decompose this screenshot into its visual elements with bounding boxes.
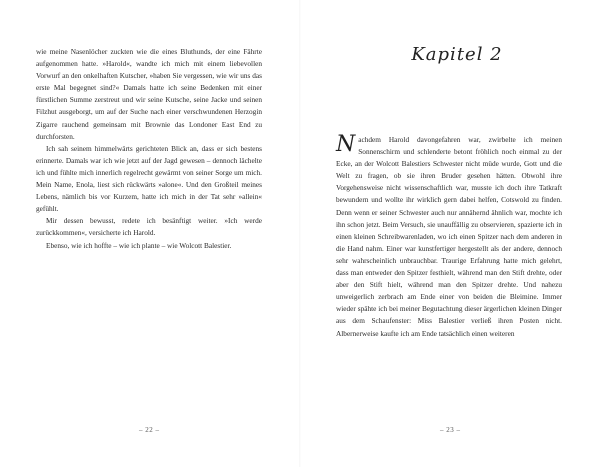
first-paragraph	[336, 134, 562, 340]
chapter-title: Kapitel 2	[411, 44, 503, 65]
left-page-body	[36, 46, 262, 252]
page-number-right: – 23 –	[440, 426, 461, 434]
right-page-body	[336, 134, 562, 340]
paragraph: wie meine Nasenlöcher zuckten wie die eines Bluthunds, der eine Fährte aufgenommen hatte. »Harold«, wandte ich mich mit einem liebevollen Vorwurf an den onkelhaften Kutscher, »haben Sie vergessen, wie wir uns das erste Mal begegnet sind?« Damals hatte ich seine Bedenken mit einer fürstlichen Summe zerstreut und wir seine Kutsche, seine Jacke und seinen Filzhut ausgeborgt, um auf der Suche nach einer verschwundenen Herzogin Zigarre rauchend gemeinsam mit Brownie das Londoner East End zu durchforsten.	[36, 47, 262, 141]
right-page	[300, 0, 600, 467]
paragraph: Ebenso, wie ich hoffte – wie ich plante – wie Wolcott Balestier.	[46, 240, 232, 250]
paragraph: Mir dessen bewusst, redete ich besänftigt weiter. »Ich werde zurückkommen«, versicherte ich Harold.	[36, 216, 262, 238]
page-number-left: – 22 –	[139, 426, 160, 434]
drop-cap: N	[336, 132, 356, 157]
paragraph: Ich sah seinem himmelwärts gerichteten Blick an, dass er sich bestens erinnerte. Damals war ich wie jetzt auf der Jagd gewesen – dennoch lächelte ich und fühlte mich innerlich regelrecht gewärmt von seiner Sorge um mich. Mein Name, Enola, liest sich rückwärts »alone«. Und den Großteil meines Lebens, nämlich bis vor Kurzem, hatte ich mich in der Tat sehr »allein« gefühlt.	[36, 143, 262, 214]
paragraph-text: achdem Harold davongefahren war, zwirbelte ich meinen Sonnenschirm und schlenderte betont fröhlich noch einmal zu der Ecke, an der Wolcott Balestiers Schwester nicht müde wurde, Gott und die Welt zu fragen, ob sie ihren Bruder gesehen hätten. Obwohl ihre Vorgehensweise nicht wissenschaftlich war, musste ich doch ihre Tatkraft bewundern und wollte ihr wirklich gern dabei helfen, Cotswold zu finden. Denn wenn er seiner Schwester auch nur annähernd ähnlich war, mochte ich ihn schon jetzt. Beim Versuch, sie unauffällig zu observieren, spazierte ich in einen kleinen Schreibwarenladen, wo ich einen Spitzer nach dem anderen in die Hand nahm. Einer war kunstfertiger hergestellt als der andere, dennoch sehr wahrscheinlich unbrauchbar. Traurige Erfahrung hatte mich gelehrt, dass man entweder den Spitzer festhielt, während man den Stift drehte, oder aber den Stift hielt, während man den Spitzer drehte. Und nahezu unweigerlich zerbrach am Ende einer von beiden die Bleimine. Immer wieder spähte ich bei meiner Begutachtung dieser ärgerlichen kleinen Dinger aus dem Schaufenster: Miss Balestier verließ ihren Posten nicht. Albernerweise kaufte ich am Ende tatsächlich einen weiteren	[336, 135, 562, 338]
